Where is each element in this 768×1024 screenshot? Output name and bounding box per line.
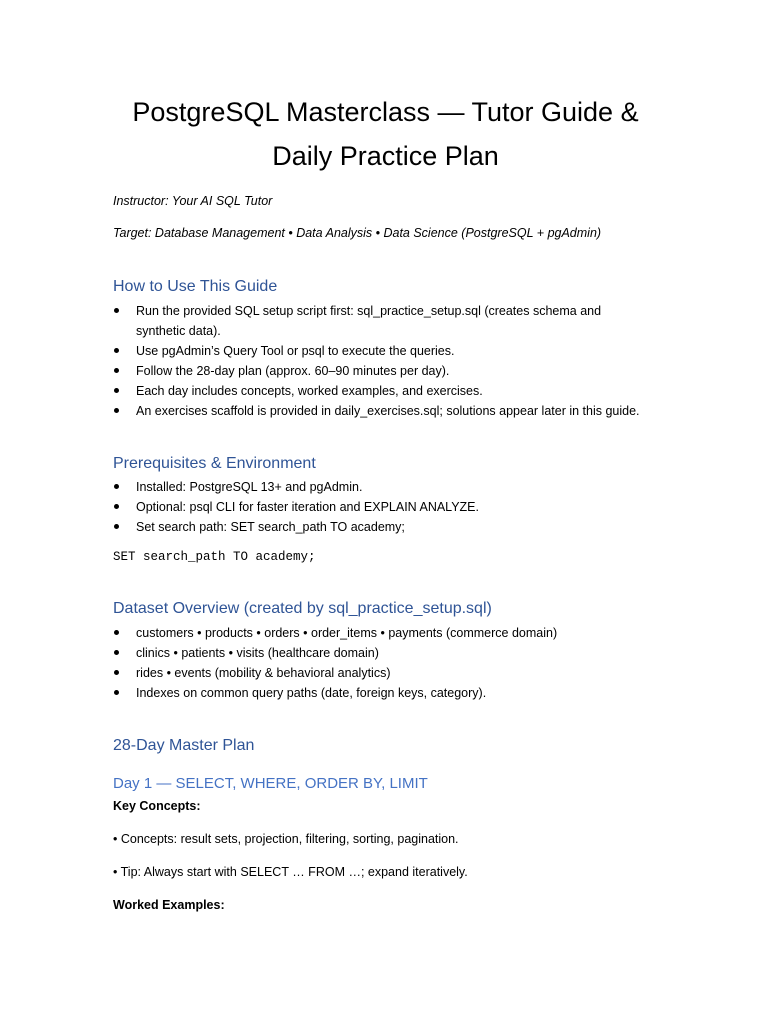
bullet-icon xyxy=(114,504,119,509)
prerequisites-list xyxy=(113,477,653,537)
bullet-icon xyxy=(114,670,119,675)
bullet-icon xyxy=(114,348,119,353)
list-item: Optional: psql CLI for faster iteration and EXPLAIN ANALYZE. xyxy=(113,497,653,517)
list-item: Use pgAdmin’s Query Tool or psql to execute the queries. xyxy=(113,341,653,361)
bullet-icon xyxy=(114,690,119,695)
heading-how-to-use: How to Use This Guide xyxy=(113,278,278,295)
list-item: rides • events (mobility & behavioral analytics) xyxy=(113,663,653,683)
code-snippet: SET search_path TO academy; xyxy=(113,550,316,564)
title-line-2: Daily Practice Plan xyxy=(272,141,499,171)
list-item: Set search path: SET search_path TO academy; xyxy=(113,517,653,537)
list-item: Follow the 28-day plan (approx. 60–90 minutes per day). xyxy=(113,361,653,381)
concept-line-1: • Concepts: result sets, projection, filtering, sorting, pagination. xyxy=(113,832,459,846)
concept-line-2: • Tip: Always start with SELECT … FROM …; expand iteratively. xyxy=(113,865,468,879)
bullet-icon xyxy=(114,388,119,393)
target-line: Target: Database Management • Data Analysis • Data Science (PostgreSQL + pgAdmin) xyxy=(113,226,602,240)
list-item: Indexes on common query paths (date, foreign keys, category). xyxy=(113,683,653,703)
list-item: clinics • patients • visits (healthcare domain) xyxy=(113,643,653,663)
instructor-line: Instructor: Your AI SQL Tutor xyxy=(113,194,273,208)
list-item: customers • products • orders • order_items • payments (commerce domain) xyxy=(113,623,653,643)
list-item: Installed: PostgreSQL 13+ and pgAdmin. xyxy=(113,477,653,497)
bullet-icon xyxy=(114,524,119,529)
key-concepts-label: Key Concepts: xyxy=(113,799,201,813)
document-title xyxy=(113,90,658,178)
bullet-icon xyxy=(114,484,119,489)
worked-examples-label: Worked Examples: xyxy=(113,898,225,912)
heading-day-1: Day 1 — SELECT, WHERE, ORDER BY, LIMIT xyxy=(113,775,428,792)
title-line-1: PostgreSQL Masterclass — Tutor Guide & xyxy=(132,97,639,127)
list-item: Run the provided SQL setup script first: sql_practice_setup.sql (creates schema and synthetic data). xyxy=(113,301,653,341)
heading-master-plan: 28-Day Master Plan xyxy=(113,737,255,754)
bullet-icon xyxy=(114,308,119,313)
bullet-icon xyxy=(114,368,119,373)
heading-prerequisites: Prerequisites & Environment xyxy=(113,455,316,472)
heading-dataset: Dataset Overview (created by sql_practice_setup.sql) xyxy=(113,600,492,617)
list-item: An exercises scaffold is provided in daily_exercises.sql; solutions appear later in this guide. xyxy=(113,401,653,421)
list-item: Each day includes concepts, worked examples, and exercises. xyxy=(113,381,653,401)
dataset-list xyxy=(113,623,653,703)
bullet-icon xyxy=(114,408,119,413)
bullet-icon xyxy=(114,630,119,635)
bullet-icon xyxy=(114,650,119,655)
how-to-use-list xyxy=(113,301,653,421)
